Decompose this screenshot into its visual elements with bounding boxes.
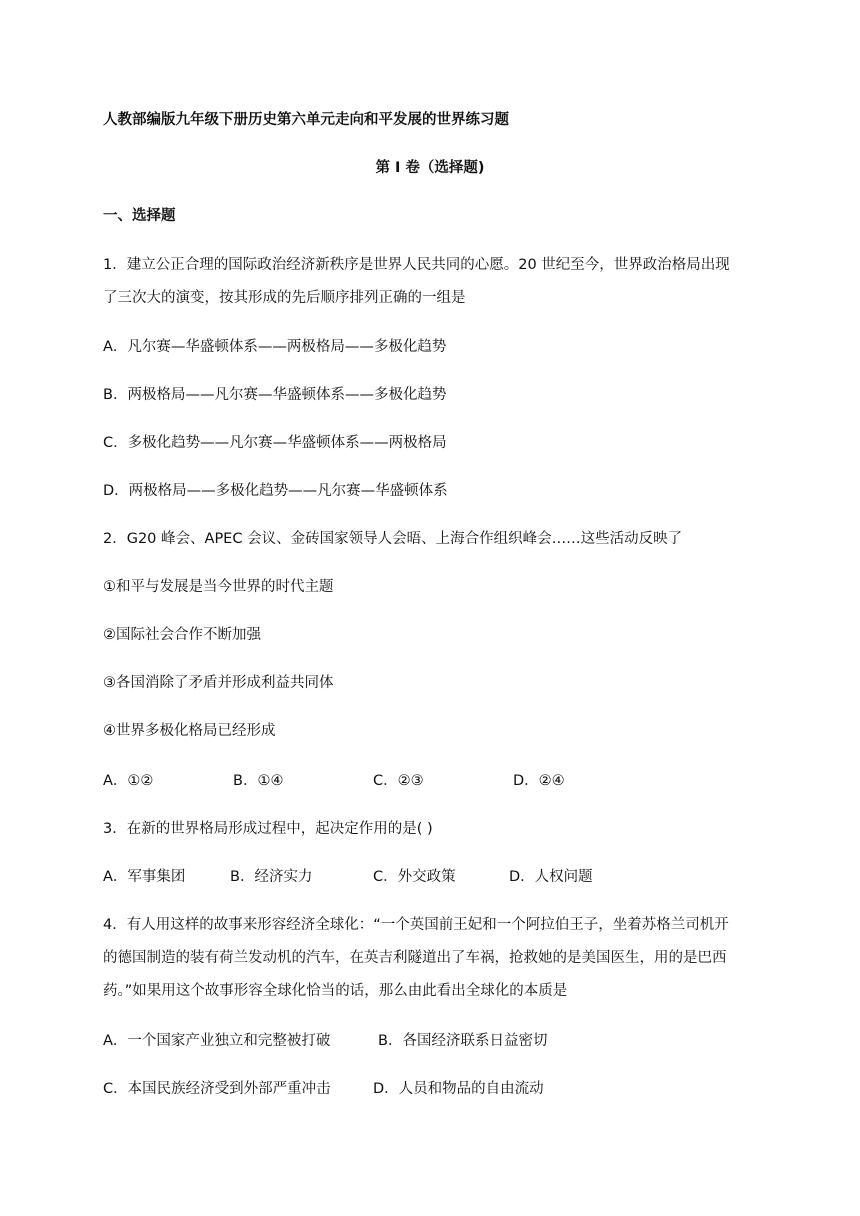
question-2-statement-3: ③各国消除了矛盾并形成利益共同体: [103, 675, 334, 691]
question-4-option-a: A．一个国家产业独立和完整被打破: [103, 1033, 331, 1049]
part-heading: 一、选择题: [103, 208, 176, 224]
question-1-option-d: D．两极格局——多极化趋势——凡尔赛—华盛顿体系: [103, 483, 448, 499]
question-2-option-c: C．②③: [373, 773, 424, 789]
question-4-stem-line-1: 4．有人用这样的故事来形容经济全球化：“一个英国前王妃和一个阿拉伯王子，坐着苏格兰司机开: [103, 917, 729, 933]
question-4-stem-line-2: 的德国制造的装有荷兰发动机的汽车，在英吉利隧道出了车祸，抢救她的是美国医生，用的是巴西: [103, 950, 727, 966]
question-1-option-b: B．两极格局——凡尔赛—华盛顿体系——多极化趋势: [103, 387, 447, 403]
question-2-statement-1: ①和平与发展是当今世界的时代主题: [103, 579, 334, 595]
question-1-option-c: C．多极化趋势——凡尔赛—华盛顿体系——两极格局: [103, 435, 447, 451]
question-4-stem-line-3: 药。”如果用这个故事形容全球化恰当的话，那么由此看出全球化的本质是: [103, 983, 568, 999]
question-3-option-c: C．外交政策: [373, 869, 456, 885]
section-title: 第 I 卷（选择题): [375, 160, 485, 176]
question-2-statement-4: ④世界多极化格局已经形成: [103, 723, 276, 739]
question-3-stem: 3．在新的世界格局形成过程中，起决定作用的是( ): [103, 821, 433, 837]
question-1-stem-line-2: 了三次大的演变，按其形成的先后顺序排列正确的一组是: [103, 290, 466, 306]
question-4-option-b: B．各国经济联系日益密切: [378, 1033, 548, 1049]
question-4-option-d: D．人员和物品的自由流动: [373, 1081, 544, 1097]
question-2-stem: 2．G20 峰会、APEC 会议、金砖国家领导人会晤、上海合作组织峰会……这些活动反映了: [103, 531, 683, 547]
question-2-statement-2: ②国际社会合作不断加强: [103, 627, 261, 643]
question-2-option-d: D．②④: [513, 773, 565, 789]
question-2-option-a: A．①②: [103, 773, 154, 789]
document-title: 人教部编版九年级下册历史第六单元走向和平发展的世界练习题: [103, 112, 509, 128]
question-1-stem-line-1: 1．建立公正合理的国际政治经济新秩序是世界人民共同的心愿。20 世纪至今，世界政治格局出现: [103, 257, 730, 273]
question-3-option-b: B．经济实力: [230, 869, 313, 885]
question-2-option-b: B．①④: [233, 773, 284, 789]
question-3-option-d: D．人权问题: [509, 869, 593, 885]
question-4-option-c: C．本国民族经济受到外部严重冲击: [103, 1081, 331, 1097]
question-3-option-a: A．军事集团: [103, 869, 186, 885]
question-1-option-a: A．凡尔赛—华盛顿体系——两极格局——多极化趋势: [103, 339, 447, 355]
